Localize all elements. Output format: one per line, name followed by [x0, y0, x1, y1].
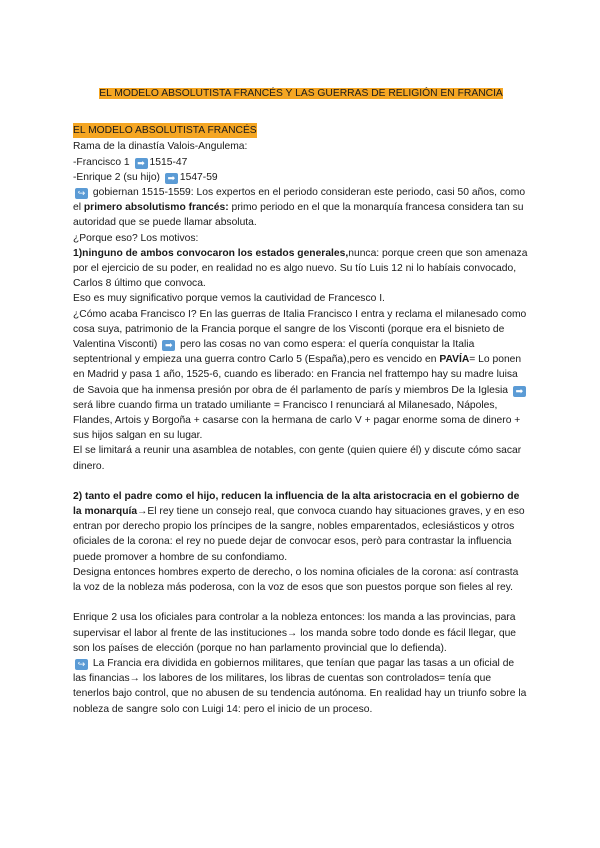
right-arrow-icon: ➡ — [165, 173, 178, 184]
pavia-term: PAVÍA — [439, 354, 470, 366]
motive-2-heading: 2) tanto el padre como el hijo, reducen la influencia de la alta aristocracia en el gobierno de la monarquía — [73, 490, 520, 518]
right-arrow-icon: ➡ — [135, 158, 148, 169]
section-title: EL MODELO ABSOLUTISTA FRANCÉS — [73, 123, 257, 138]
right-arrow-icon: ➡ — [162, 340, 175, 351]
motives-question: ¿Porque eso? Los motivos: — [73, 232, 199, 244]
bold-term: primero absolutismo francés: — [83, 202, 229, 214]
king-line-francisco — [73, 155, 529, 170]
paragraph-captivity: Eso es muy significativo porque vemos la cautividad de Francesco I. — [73, 293, 385, 305]
paragraph-military-governments: ↪ La Francia era dividida en gobiernos militares, que tenían que pagar las tasas a un oficial de las financias→ los labores de los militares, los libras de cuentas son controlados= tenía que tenerlos bajo control, que no abusen de su tendencia autónoma. En realidad hay un triunfo sobre la nobleza de sangre solo con Luigi 14: pero el inicio de un proceso. — [73, 657, 527, 715]
king-francisco: -Francisco 1 — [73, 156, 130, 168]
document-title — [73, 86, 529, 101]
paragraph-enrique-officials: Enrique 2 usa los oficiales para controlar a la nobleza entonces: los manda a las provincias, para supervisar el labor al frente de las instituciones→ los manda sobre todo donde es fácil llegar, que son los países de elección (porque no han parlamento provincial que lo defienda). — [73, 612, 517, 654]
document-body — [73, 86, 529, 717]
reign-enrique: 1547-59 — [179, 171, 218, 183]
paragraph-motive-1: 1)ninguno de ambos convocaron los estados generales,nunca: porque creen que son amenaza por el ejercicio de su poder, en realidad no es algo nuevo. Su tío Luis 12 ni lo habíais convocado, Carlos 8 último que convoca. — [73, 247, 528, 290]
paragraph-experts: Designa entonces hombres experto de derecho, o los nomina oficiales de la corona: así contrasta la voz de la nobleza más poderosa, con la voz de esos que son puestos porque son fieles al rey. — [73, 566, 519, 594]
right-arrow-icon: ➡ — [513, 386, 526, 397]
spacer — [73, 474, 529, 489]
return-arrow-icon: ↪ — [75, 659, 88, 670]
document-title-text: EL MODELO ABSOLUTISTA FRANCÉS Y LAS GUERRAS DE RELIGIÓN EN FRANCIA — [99, 88, 503, 99]
dynasty-line: Rama de la dinastía Valois-Angulema: — [73, 141, 248, 153]
paragraph-absolutism: ↪ gobiernan 1515-1559: Los expertos en el periodo consideran este periodo, casi 50 años, como el primero absolutismo francés: primo periodo en el que la monarquía francesa considera tan su autoridad que se puede llamar absoluta. — [73, 187, 526, 229]
motive-1-heading: 1)ninguno de ambos convocaron los estados generales, — [73, 247, 349, 259]
king-enrique: -Enrique 2 (su hijo) — [73, 171, 160, 183]
return-arrow-icon: ↪ — [75, 188, 88, 199]
paragraph-francisco-end: ¿Cómo acaba Francisco I? En las guerras de Italia Francisco I entra y reclama el milanesado como cosa suya, patrimonio de la Francia porque el sangre de los Visconti (porque era el bisnieto de Valentina Visconti) ➡ pero las cosas no van como espera: el quería conquistar la Italia septentrional y empieza una guerra contro Carlo 5 (España),pero es vencido en PAVÍA= Lo ponen en Madrid y pasa 1 año, 1525-6, cuando es liberado: en Francia nel frattempo hay su madre luisa de Savoia que ha inmensa presión por obra de él parlamento de parís y miembros De la Iglesia ➡ será libre cuando firma un tratado umiliante = Francisco I renunciará al Milanesado, Nápoles, Flandes, Artois y Borgoña + casarse con la hermana de carlo V + pagar enorme soma de dinero + sus hijos salgan en su lugar. — [73, 308, 527, 442]
spacer — [73, 595, 529, 610]
king-line-enrique — [73, 170, 529, 185]
reign-francisco: 1515-47 — [149, 156, 188, 168]
paragraph-motive-2: 2) tanto el padre como el hijo, reducen la influencia de la alta aristocracia en el gobierno de la monarquía→El rey tiene un consejo real, que convoca cuando hay situaciones graves, y en eso entran por derecho propio los príncipes de la sangre, nobles emparentados, eclesiásticos y otros oficiales de la corona: el rey no puede dejar de convocar esos, però para contrastar la influencia puede promover a hombre de su confondiamo. — [73, 490, 525, 563]
paragraph-notables: El se limitará a reunir una asamblea de notables, con gente (quien quiere él) y discute cómo sacar dinero. — [73, 445, 522, 472]
